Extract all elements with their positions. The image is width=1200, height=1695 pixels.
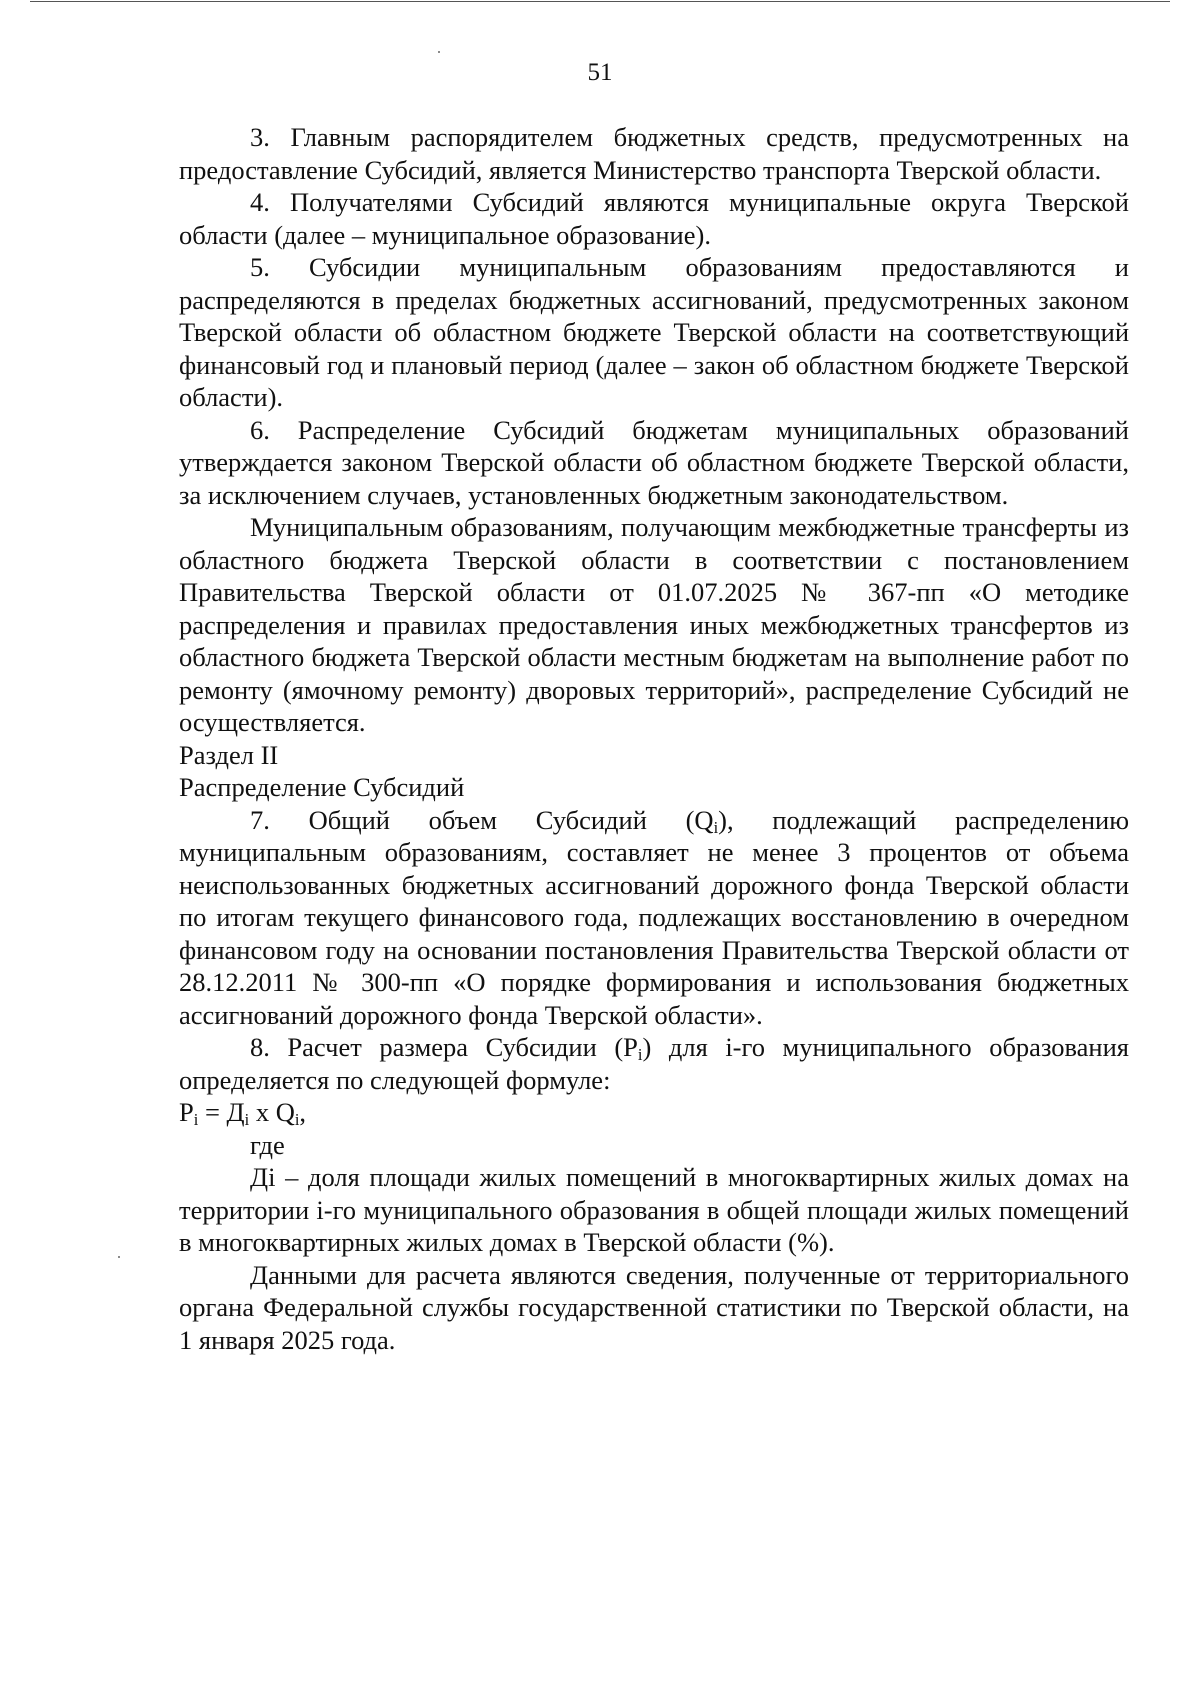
scan-speck (438, 51, 440, 53)
document-body (179, 121, 1129, 1356)
section-number: Раздел II (179, 739, 279, 770)
formula-d-sub: i (244, 1110, 250, 1130)
paragraph-6-exception: Муниципальным образованиям, получающим межбюджетные трансферты из областного бюджета Тверской области в соответствии с постановлением Правительства Тверской области от 01.07.2025 № 367-пп «О методике распределения и правилах предоставления иных межбюджетных трансфертов из областного бюджета Тверской области местным бюджетам на выполнение работ по ремонту (ямочному ремонту) дворовых территорий», распределение Субсидий не осуществляется. (179, 512, 1129, 737)
subsidy-formula (179, 1096, 1129, 1129)
paragraph-6: 6. Распределение Субсидий бюджетам муниципальных образований утверждается законом Тверской области об областном бюджете Тверской области, за исключением случаев, установленных бюджетным законодательством. (179, 414, 1129, 510)
formula-p-sub: i (193, 1110, 199, 1130)
section-title: Распределение Субсидий (179, 772, 465, 802)
scan-speck (118, 1256, 120, 1258)
formula-eq-d: = Д (198, 1097, 245, 1127)
paragraph-8-text-b: ) для i-го муниципального образования определяется по следующей формуле: (179, 1032, 1129, 1095)
formula-q-sub: i (294, 1110, 300, 1130)
paragraph-7-text-b: ), подлежащий распределению муниципальным образованиям, составляет не менее 3 процентов от объема неиспользованных бюджетных ассигнований дорожного фонда Тверской области по итогам текущего финансового года, подлежащих восстановлению в очередном финансовом году на основании постановления Правительства Тверской области от 28.12.2011 № 300-пп «О порядке формирования и использования бюджетных ассигнований дорожного фонда Тверской области». (179, 804, 1129, 1030)
paragraph-8 (179, 1031, 1129, 1096)
data-source: Данными для расчета являются сведения, полученные от территориального органа Федеральной службы государственной статистики по Тверской области, на 1 января 2025 года. (179, 1259, 1129, 1355)
where-label: где (250, 1129, 285, 1160)
formula-x-q: x Q (249, 1097, 295, 1127)
formula-end: , (299, 1097, 307, 1127)
paragraph-5: 5. Субсидии муниципальным образованиям предоставляются и распределяются в пределах бюджетных ассигнований, предусмотренных законом Тверской области об областном бюджете Тверской области на соответствующий финансовый год и плановый период (далее – закон об областном бюджете Тверской области). (179, 252, 1129, 412)
paragraph-3: 3. Главным распорядителем бюджетных средств, предусмотренных на предоставление Субсидий, является Министерство транспорта Тверской области. (179, 122, 1129, 185)
paragraph-4: 4. Получателями Субсидий являются муниципальные округа Тверской области (далее – муниципальное образование). (179, 187, 1129, 250)
page-number: 51 (587, 59, 613, 86)
paragraph-7 (179, 804, 1129, 1032)
scan-top-edge (30, 1, 1170, 2)
formula-p: P (179, 1097, 194, 1127)
definition-d: Дi – доля площади жилых помещений в многоквартирных жилых домах на территории i-го муниципального образования в общей площади жилых помещений в многоквартирных жилых домах в Тверской области (%). (179, 1162, 1129, 1257)
paragraph-8-subscript: i (637, 1045, 643, 1065)
paragraph-8-text-a: 8. Расчет размера Субсидии (P (250, 1032, 638, 1062)
paragraph-7-subscript: i (713, 817, 719, 837)
paragraph-7-text-a: 7. Общий объем Субсидий (Q (250, 804, 714, 835)
